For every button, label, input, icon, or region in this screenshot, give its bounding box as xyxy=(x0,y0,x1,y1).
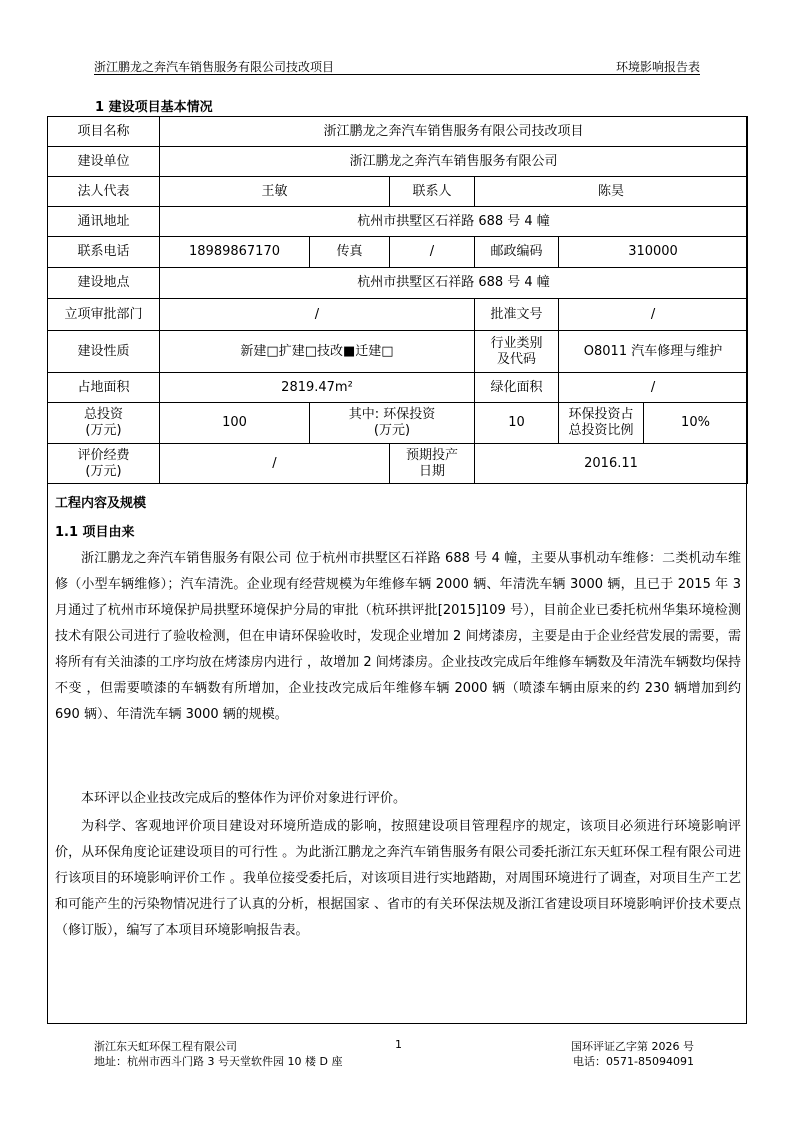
label-industry-line2: 及代码 xyxy=(496,351,536,367)
label-eval-fee xyxy=(48,444,160,484)
table-row xyxy=(48,331,748,373)
label-area: 占地面积 xyxy=(48,373,160,403)
header-doc-type: 环境影响报告表 xyxy=(615,60,700,74)
value-approval-no: / xyxy=(559,299,748,331)
table-row xyxy=(48,299,748,331)
footer-phone: 电话：0571-85094091 xyxy=(573,1055,694,1068)
label-env-ratio xyxy=(559,403,644,444)
value-industry: O8011 汽车修理与维护 xyxy=(559,331,748,373)
value-approval-dept: / xyxy=(160,299,475,331)
value-area: 2819.47m² xyxy=(160,373,475,403)
value-env-invest: 10 xyxy=(475,403,559,444)
value-project-name: 浙江鹏龙之奔汽车销售服务有限公司技改项目 xyxy=(160,117,748,147)
label-nature: 建设性质 xyxy=(48,331,160,373)
label-operation-date xyxy=(390,444,475,484)
label-eval-fee-line1: 评价经费 xyxy=(77,447,130,463)
label-env-ratio-line1: 环保投资占 xyxy=(568,407,634,422)
label-operation-date-line2: 日期 xyxy=(418,463,445,479)
label-total-invest xyxy=(48,403,160,444)
value-total-invest: 100 xyxy=(160,403,310,444)
sub-heading: 1.1 项目由来 xyxy=(55,525,135,540)
value-postcode: 310000 xyxy=(559,237,748,268)
table-row xyxy=(48,117,748,147)
footer-address: 地址：杭州市西斗门路 3 号天堂软件园 10 楼 D 座 xyxy=(94,1055,343,1068)
label-green-area: 绿化面积 xyxy=(475,373,559,403)
label-approval-dept: 立项审批部门 xyxy=(48,299,160,331)
label-industry xyxy=(475,331,559,373)
label-postcode: 邮政编码 xyxy=(475,237,559,268)
value-phone: 18989867170 xyxy=(160,237,310,268)
page-number: 1 xyxy=(395,1038,402,1051)
value-address: 杭州市拱墅区石祥路 688 号 4 幢 xyxy=(160,207,748,237)
table-row xyxy=(48,268,748,299)
label-env-ratio-line2: 总投资比例 xyxy=(568,423,634,438)
label-industry-line1: 行业类别 xyxy=(490,335,543,351)
label-env-invest-line1: 其中: 环保投资 xyxy=(348,407,436,422)
label-total-invest-line1: 总投资 xyxy=(83,407,123,422)
value-legal-rep: 王敏 xyxy=(160,177,390,207)
value-green-area: / xyxy=(559,373,748,403)
value-operation-date: 2016.11 xyxy=(475,444,748,484)
label-total-invest-line2: (万元) xyxy=(85,423,122,438)
work-heading: 工程内容及规模 xyxy=(55,496,147,511)
table-row xyxy=(48,237,748,268)
table-row xyxy=(48,373,748,403)
table-row xyxy=(48,444,748,484)
label-env-invest xyxy=(310,403,475,444)
table-row xyxy=(48,403,748,444)
label-approval-no: 批准文号 xyxy=(475,299,559,331)
value-fax: / xyxy=(390,237,475,268)
label-operation-date-line1: 预期投产 xyxy=(405,447,458,463)
label-eval-fee-line2: (万元) xyxy=(85,463,122,479)
footer-cert: 国环评证乙字第 2026 号 xyxy=(571,1040,694,1053)
label-phone: 联系电话 xyxy=(48,237,160,268)
value-env-ratio: 10% xyxy=(644,403,748,444)
label-project-name: 项目名称 xyxy=(48,117,160,147)
label-address: 通讯地址 xyxy=(48,207,160,237)
paragraph-2: 本环评以企业技改完成后的整体作为评价对象进行评价。 xyxy=(81,791,407,806)
label-env-invest-line2: (万元) xyxy=(373,423,411,438)
section-title: 1 建设项目基本情况 xyxy=(95,100,213,115)
label-construction-unit: 建设单位 xyxy=(48,147,160,177)
label-fax: 传真 xyxy=(310,237,390,268)
table-row xyxy=(48,177,748,207)
label-site: 建设地点 xyxy=(48,268,160,299)
basic-info-table xyxy=(47,116,748,484)
label-legal-rep: 法人代表 xyxy=(48,177,160,207)
header-project-name: 浙江鹏龙之奔汽车销售服务有限公司技改项目 xyxy=(94,60,335,74)
value-construction-unit: 浙江鹏龙之奔汽车销售服务有限公司 xyxy=(160,147,748,177)
table-row xyxy=(48,147,748,177)
value-contact: 陈昊 xyxy=(475,177,748,207)
value-site: 杭州市拱墅区石祥路 688 号 4 幢 xyxy=(160,268,748,299)
paragraph-1: 浙江鹏龙之奔汽车销售服务有限公司 位于杭州市拱墅区石祥路 688 号 4 幢，主要从事机动车维修：二类机动车维修（小型车辆维修）；汽车清洗。企业现有经营规模为年维修车辆 2000 辆、年清洗车辆 3000 辆，且已于 2015 年 3 月通过了杭州市环境保护局拱墅环境保护分局的审批（杭环拱评批[2015]109 号），目前企业已委托杭州华集环境检测技术有限公司进行了验收检测，但在申请环保验收时，发现企业增加 2 间烤漆房，主要是由于企业经营发展的需要，需将所有有关油漆的工序均放在烤漆房内进行 ，故增加 2 间烤漆房。企业技改完成后年维修车辆数及年清洗车辆数均保持不变 ，但需要喷漆的车辆数有所增加，企业技改完成后年维修车辆 2000 辆（喷漆车辆由原来的约 230 辆增加到约 690 辆）、年清洗车辆 3000 辆的规模。 xyxy=(55,551,741,722)
paragraph-3: 为科学、客观地评价项目建设对环境所造成的影响，按照建设项目管理程序的规定，该项目必须进行环境影响评价，从环保角度论证建设项目的可行性 。为此浙江鹏龙之奔汽车销售服务有限公司委托浙江东天虹环保工程有限公司进行该项目的环境影响评价工作 。我单位接受委托后，对该项目进行实地踏勘，对周围环境进行了调查，对项目生产工艺和可能产生的污染物情况进行了认真的分析，根据国家 、省市的有关环保法规及浙江省建设项目环境影响评价技术要点（修订版），编写了本项目环境影响报告表。 xyxy=(55,819,741,938)
footer-company: 浙江东天虹环保工程有限公司 xyxy=(94,1040,237,1053)
value-nature: 新建□扩建□技改■迁建□ xyxy=(160,331,475,373)
label-contact: 联系人 xyxy=(390,177,475,207)
value-eval-fee: / xyxy=(160,444,390,484)
table-row xyxy=(48,207,748,237)
header-rule xyxy=(94,74,700,75)
